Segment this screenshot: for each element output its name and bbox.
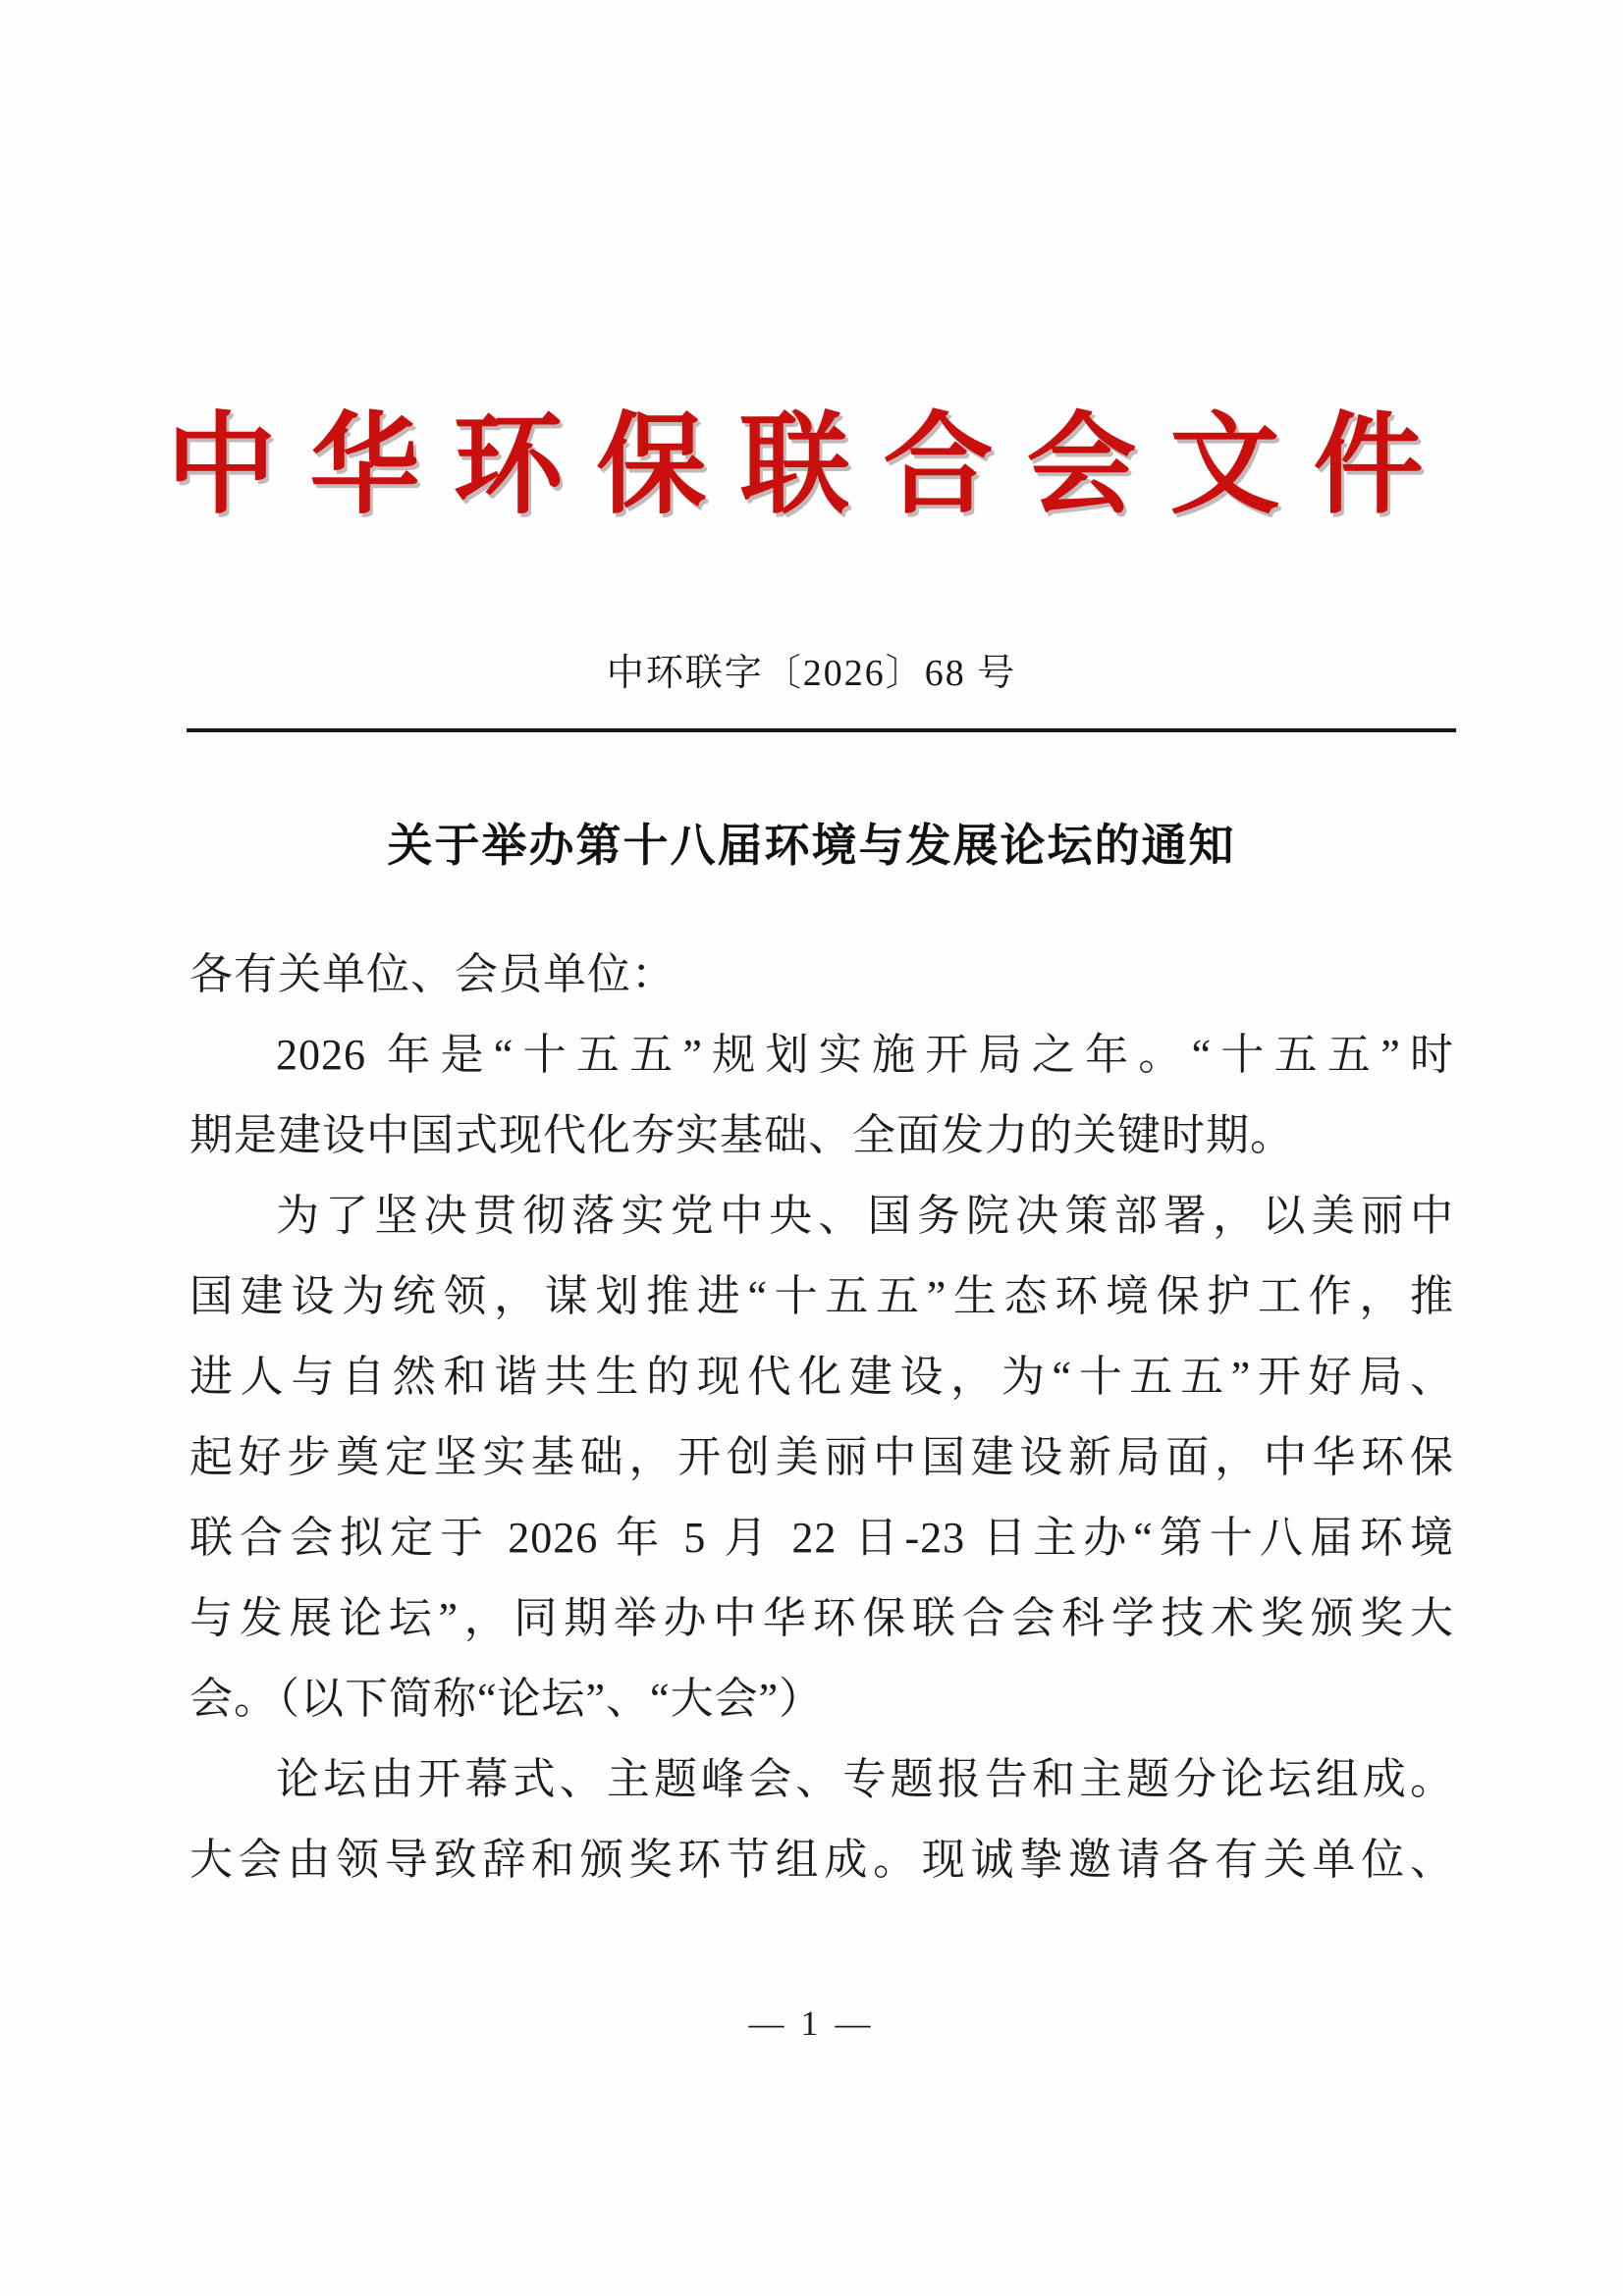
body-line: 国建设为统领，谋划推进“十五五”生态环境保护工作，推 [189,1272,1454,1320]
body-line: 2026 年是“十五五”规划实施开局之年。“十五五”时 [276,1031,1454,1079]
body-line: 为了坚决贯彻落实党中央、国务院决策部署，以美丽中 [276,1192,1454,1240]
body-line: 与发展论坛”，同期举办中华环保联合会科学技术奖颁奖大 [189,1594,1454,1642]
body-line: 大会由领导致辞和颁奖环节组成。现诚挚邀请各有关单位、 [189,1836,1454,1884]
body-line: 论坛由开幕式、主题峰会、专题报告和主题分论坛组成。 [276,1755,1454,1803]
red-header-divider-line [187,728,1456,732]
body-line: 会。（以下简称“论坛”、“大会”） [189,1675,824,1723]
body-line: 联合会拟定于 2026 年 5 月 22 日-23 日主办“第十八届环境 [189,1514,1454,1562]
body-line: 起好步奠定坚实基础，开创美丽中国建设新局面，中华环保 [189,1433,1454,1481]
salutation-line: 各有关单位、会员单位： [189,950,676,998]
doc-number: 中环联字〔2026〕68 号 [606,653,1017,694]
org-title: 中华环保联合会文件 [166,405,1457,527]
page-number: — 1 — [748,2003,875,2043]
body-text-block [189,934,1454,1900]
notice-title: 关于举办第十八届环境与发展论坛的通知 [387,821,1236,871]
body-line: 进人与自然和谐共生的现代化建设，为“十五五”开好局、 [189,1353,1454,1401]
body-line: 期是建设中国式现代化夯实基础、全面发力的关键时期。 [189,1111,1294,1159]
